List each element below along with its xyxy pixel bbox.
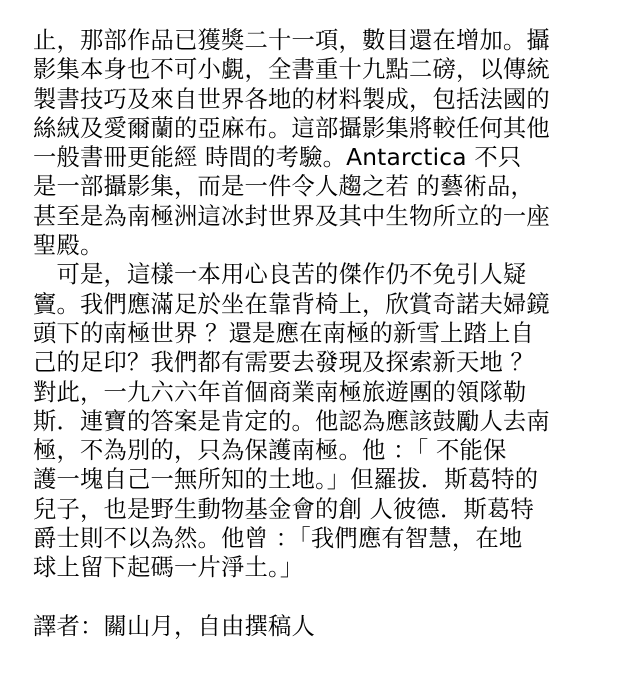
text-line: 對此，一九六六年首個商業南極旅遊團的領隊勒 bbox=[33, 378, 527, 406]
text-line: 球上留下起碼一片淨土。」 bbox=[33, 554, 304, 582]
text-line: 斯．連寶的答案是肯定的。他認為應該鼓勵人去南 bbox=[33, 407, 550, 435]
text-line: 竇。我們應滿足於坐在靠背椅上，欣賞奇諾夫婦鏡 bbox=[33, 290, 550, 318]
text-line: 絲絨及愛爾蘭的亞麻布。這部攝影集將較任何其他 bbox=[33, 114, 550, 142]
document-body bbox=[33, 26, 603, 641]
text-line: 甚至是為南極洲這冰封世界及其中生物所立的一座 bbox=[33, 202, 550, 230]
text-line: 兒子，也是野生動物基金會的創 人彼德．斯葛特 bbox=[33, 495, 535, 523]
text-line: 製書技巧及來自世界各地的材料製成，包括法國的 bbox=[33, 85, 550, 113]
text-line: 可是，這樣一本用心良苦的傑作仍不免引人疑 bbox=[33, 261, 527, 289]
text-line: 己的足印？我們都有需要去發現及探索新天地 ？ bbox=[33, 349, 535, 377]
text-line: 止，那部作品已獲獎二十一項，數目還在增加。攝 bbox=[33, 27, 550, 54]
text-line: 聖殿。 bbox=[33, 232, 104, 260]
text-line: 爵士則不以為然。他曾 ：「我們應有智慧，在地 bbox=[33, 525, 523, 553]
text-line: 一般書冊更能經 時間的考驗。Antarctica 不只 bbox=[33, 144, 522, 172]
translator-credit: 譯者：關山月，自由撰稿人 bbox=[33, 612, 315, 640]
text-line: 影集本身也不可小覷，全書重十九點二磅，以傳統 bbox=[33, 56, 550, 84]
paragraph-spacer bbox=[33, 583, 603, 612]
text-line: 護一塊自己一無所知的土地。」但羅拔．斯葛特的 bbox=[33, 466, 539, 494]
text-line: 極，不為別的，只為保護南極。他 ：「 不能保 bbox=[33, 437, 507, 465]
text-line: 頭下的南極世界 ？還是應在南極的新雪上踏上自 bbox=[33, 319, 535, 347]
text-line: 是一部攝影集，而是一件令人趨之若 的藝術品， bbox=[33, 173, 535, 201]
